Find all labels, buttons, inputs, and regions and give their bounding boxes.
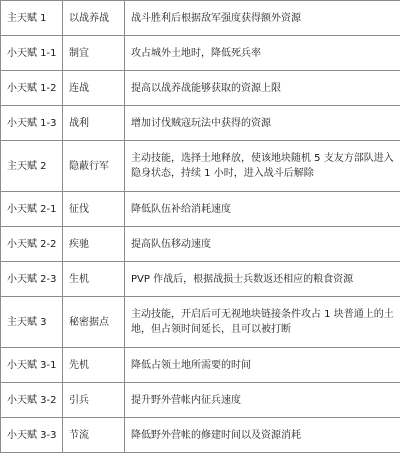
talent-name-cell: 连战: [63, 71, 125, 106]
talent-name-cell: 征伐: [63, 192, 125, 227]
talent-id-cell: 主天赋 2: [1, 141, 63, 192]
talent-desc-cell: 提升野外营帐内征兵速度: [125, 383, 400, 418]
talent-desc-cell: 主动技能，开启后可无视地块链接条件攻占 1 块普通上的土地，但占领时间延长，且可以被打断: [125, 297, 400, 348]
talent-desc-cell: 降低队伍补给消耗速度: [125, 192, 400, 227]
table-row: [1, 36, 400, 71]
table-row: [1, 71, 400, 106]
talent-id-cell: 小天赋 3-3: [1, 418, 63, 453]
talent-id-cell: 小天赋 1-2: [1, 71, 63, 106]
talent-desc-cell: 增加讨伐贼寇玩法中获得的资源: [125, 106, 400, 141]
talent-desc-cell: PVP 作战后，根据战损士兵数返还相应的粮食资源: [125, 262, 400, 297]
table-row: [1, 106, 400, 141]
talent-id-cell: 小天赋 2-2: [1, 227, 63, 262]
table-row: [1, 383, 400, 418]
talent-name-cell: 制宜: [63, 36, 125, 71]
talent-name-cell: 疾驰: [63, 227, 125, 262]
talent-table-body: [1, 1, 400, 453]
talent-name-cell: 节流: [63, 418, 125, 453]
table-row: [1, 192, 400, 227]
talent-id-cell: 主天赋 1: [1, 1, 63, 36]
table-row: [1, 227, 400, 262]
talent-id-cell: 小天赋 3-2: [1, 383, 63, 418]
talent-name-cell: 先机: [63, 348, 125, 383]
talent-desc-cell: 提高队伍移动速度: [125, 227, 400, 262]
talent-desc-cell: 主动技能，选择土地释放，使该地块随机 5 支友方部队进入隐身状态，持续 1 小时，进入战斗后解除: [125, 141, 400, 192]
talent-id-cell: 小天赋 1-3: [1, 106, 63, 141]
talent-id-cell: 小天赋 1-1: [1, 36, 63, 71]
talent-desc-cell: 降低野外营帐的修建时间以及资源消耗: [125, 418, 400, 453]
talent-name-cell: 战利: [63, 106, 125, 141]
table-row: [1, 348, 400, 383]
talent-desc-cell: 提高以战养战能够获取的资源上限: [125, 71, 400, 106]
talent-id-cell: 小天赋 3-1: [1, 348, 63, 383]
talent-name-cell: 以战养战: [63, 1, 125, 36]
talent-desc-cell: 攻占城外土地时，降低死兵率: [125, 36, 400, 71]
talent-id-cell: 主天赋 3: [1, 297, 63, 348]
talent-name-cell: 生机: [63, 262, 125, 297]
talent-name-cell: 引兵: [63, 383, 125, 418]
table-row: [1, 418, 400, 453]
table-row: [1, 262, 400, 297]
talent-name-cell: 秘密据点: [63, 297, 125, 348]
table-row: [1, 1, 400, 36]
talent-desc-cell: 战斗胜利后根据敌军强度获得额外资源: [125, 1, 400, 36]
talent-name-cell: 隐蔽行军: [63, 141, 125, 192]
talent-id-cell: 小天赋 2-3: [1, 262, 63, 297]
talent-desc-cell: 降低占领土地所需要的时间: [125, 348, 400, 383]
table-row: [1, 141, 400, 192]
talent-id-cell: 小天赋 2-1: [1, 192, 63, 227]
table-row: [1, 297, 400, 348]
